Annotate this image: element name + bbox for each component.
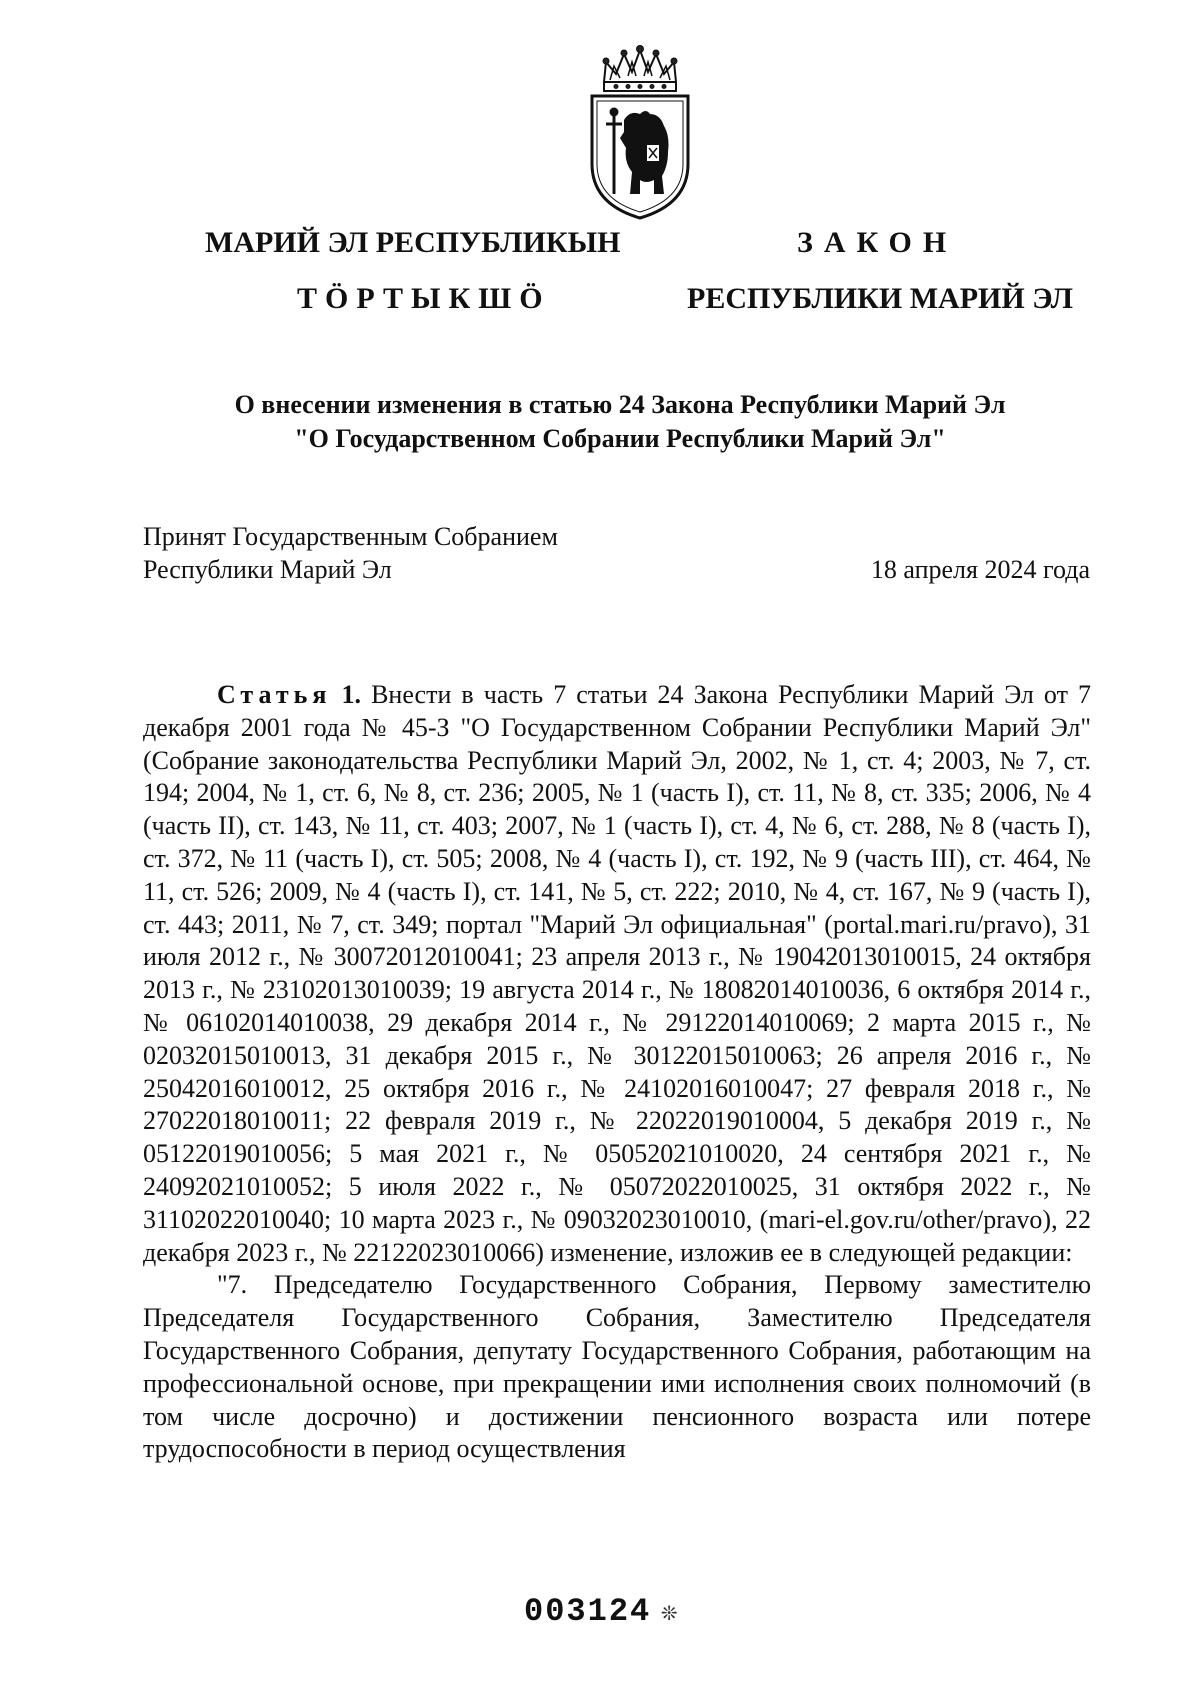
serial-asterisk-mark: ❊: [661, 1598, 679, 1628]
coat-of-arms-emblem: [584, 44, 696, 222]
serial-number: 003124: [524, 1593, 652, 1630]
article-number: 1.: [341, 680, 362, 709]
law-title: [140, 388, 1100, 456]
adoption-line-1: Принят Государственным Собранием: [143, 522, 558, 551]
article-label: Статья: [217, 680, 332, 709]
law-title-line-2: "О Государственном Собрании Республики Марий Эл": [294, 424, 946, 453]
document-serial-number: [524, 1593, 679, 1630]
adoption-date: 18 апреля 2024 года: [870, 555, 1090, 584]
header-mari-title: МАРИЙ ЭЛ РЕСПУБЛИКЫН: [205, 226, 621, 259]
adoption-statement: [143, 520, 558, 586]
law-title-line-1: О внесении изменения в статью 24 Закона Республики Марий Эл: [234, 390, 1006, 419]
article-1-text: Внести в часть 7 статьи 24 Закона Республики Марий Эл от 7 декабря 2001 года № 45-З "О Государственном Собрании Республики Марий Эл" (Собрание законодательства Республики Марий Эл, 2002, № 1, ст. 4; 2003, № 7, ст. 194; 2004, № 1, ст. 6, № 8, ст. 236; 2005, № 1 (часть I), ст. 11, № 8, ст. 335; 2006, № 4 (часть II), ст. 143, № 11, ст. 403; 2007, № 1 (часть I), ст. 4, № 6, ст. 288, № 8 (часть I), ст. 372, № 11 (часть I), ст. 505; 2008, № 4 (часть I), ст. 192, № 9 (часть III), ст. 464, № 11, ст. 526; 2009, № 4 (часть I), ст. 141, № 5, ст. 222; 2010, № 4, ст. 167, № 9 (часть I), ст. 443; 2011, № 7, ст. 349; портал "Марий Эл официальная" (portal.mari.ru/pravo), 31 июля 2012 г., № 30072012010041; 23 апреля 2013 г., № 19042013010015, 24 октября 2013 г., № 23102013010039; 19 августа 2014 г., № 18082014010036, 6 октября 2014 г., № 06102014010038, 29 декабря 2014 г., № 29122014010069; 2 марта 2015 г., № 02032015010013, 31 декабря 2015 г., № 30122015010063; 26 апреля 2016 г., № 25042016010012, 25 октября 2016 г., № 24102016010047; 27 февраля 2018 г., № 27022018010011; 22 февраля 2019 г., № 22022019010004, 5 декабря 2019 г., № 05122019010056; 5 мая 2021 г., № 05052021010020, 24 сентября 2021 г., № 24092021010052; 5 июля 2022 г., № 05072022010025, 31 октября 2022 г., № 31102022010040; 10 марта 2023 г., № 09032023010010, (mari-el.gov.ru/other/pravo), 22 декабря 2023 г., № 22122023010066) изменение, изложив ее в следующей редакции:: [143, 680, 1092, 1267]
article-1-quoted-text: "7. Председателю Государственного Собрания, Первому заместителю Председателя Государственного Собрания, Заместителю Председателя Государственного Собрания, депутату Государственного Собрания, работающим на профессиональной основе, при прекращении ими исполнения своих полномочий (в том числе досрочно) и достижении пенсионного возраста или потере трудоспособности в период осуществления: [143, 1270, 1091, 1464]
adoption-line-2: Республики Марий Эл: [143, 555, 392, 584]
header-russian-title: ЗАКОН: [797, 226, 958, 259]
header-russian-subtitle: РЕСПУБЛИКИ МАРИЙ ЭЛ: [687, 282, 1074, 315]
header-mari-subtitle: ТӦРТЫКШӦ: [297, 282, 551, 315]
article-body: [143, 679, 1091, 1466]
article-1-paragraph: [143, 679, 1091, 1269]
